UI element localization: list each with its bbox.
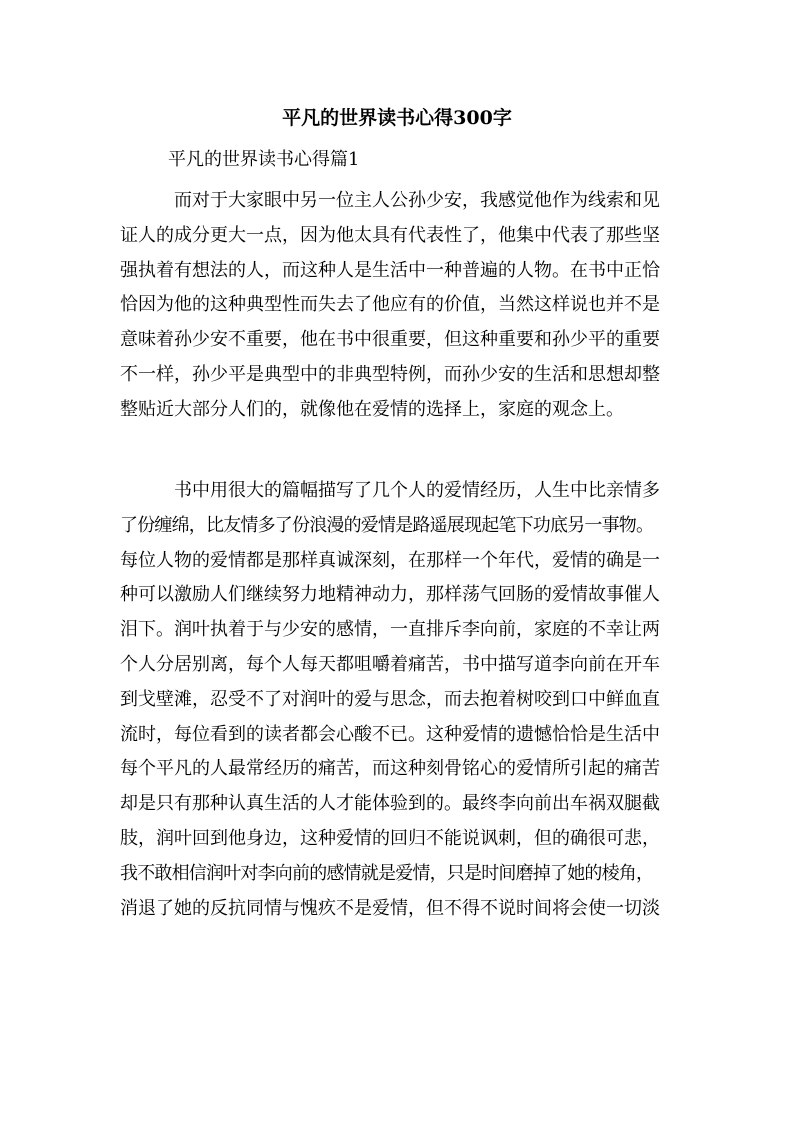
paragraph-2 [120, 474, 676, 926]
paragraph-line: 肢，润叶回到他身边，这种爱情的回归不能说讽刺，但的确很可悲， [120, 827, 660, 849]
paragraph-line: 不一样，孙少平是典型中的非典型特例，而孙少安的生活和思想却整 [120, 363, 660, 385]
paragraph-line: 而对于大家眼中另一位主人公孙少安，我感觉他作为线索和见 [174, 190, 660, 211]
paragraph-line: 个人分居别离，每个人每天都咀嚼着痛苦，书中描写道李向前在开车 [120, 653, 660, 675]
document-title: 平凡的世界读书心得300字 [282, 107, 512, 129]
paragraph-line: 每位人物的爱情都是那样真诚深刻，在那样一个年代，爱情的确是一 [120, 549, 660, 571]
paragraph-line: 强执着有想法的人，而这种人是生活中一种普遍的人物。在书中正恰 [120, 259, 660, 281]
paragraph-1 [120, 184, 676, 428]
paragraph-line: 种可以激励人们继续努力地精神动力，那样荡气回肠的爱情故事催人 [120, 584, 660, 606]
paragraph-line: 我不敢相信润叶对李向前的感情就是爱情，只是时间磨掉了她的棱角， [120, 862, 654, 884]
paragraph-line: 消退了她的反抗同情与愧疚不是爱情，但不得不说时间将会使一切淡 [120, 897, 660, 919]
paragraph-line: 整贴近大部分人们的，就像他在爱情的选择上，家庭的观念上。 [120, 398, 624, 420]
paragraph-line: 意味着孙少安不重要，他在书中很重要，但这种重要和孙少平的重要 [120, 329, 660, 351]
paragraph-line: 流时，每位看到的读者都会心酸不已。这种爱情的遗憾恰恰是生活中 [120, 723, 660, 745]
paragraph-line: 却是只有那种认真生活的人才能体验到的。最终李向前出车祸双腿截 [120, 793, 660, 815]
section-heading: 平凡的世界读书心得篇1 [168, 149, 360, 170]
paragraph-line: 到戈壁滩，忍受不了对润叶的爱与思念，而去抱着树咬到口中鲜血直 [120, 688, 660, 710]
paragraph-line: 证人的成分更大一点，因为他太具有代表性了，他集中代表了那些坚 [120, 224, 660, 246]
paragraph-line: 泪下。润叶执着于与少安的感情，一直排斥李向前，家庭的不幸让两 [120, 619, 660, 641]
paragraph-line: 恰因为他的这种典型性而失去了他应有的价值，当然这样说也并不是 [120, 294, 660, 316]
paragraph-line: 书中用很大的篇幅描写了几个人的爱情经历，人生中比亲情多 [174, 480, 660, 501]
paragraph-line: 每个平凡的人最常经历的痛苦，而这种刻骨铭心的爱情所引起的痛苦 [120, 758, 660, 780]
paragraph-line: 了份缠绵，比友情多了份浪漫的爱情是路遥展现起笔下功底另一事物。 [120, 514, 654, 536]
